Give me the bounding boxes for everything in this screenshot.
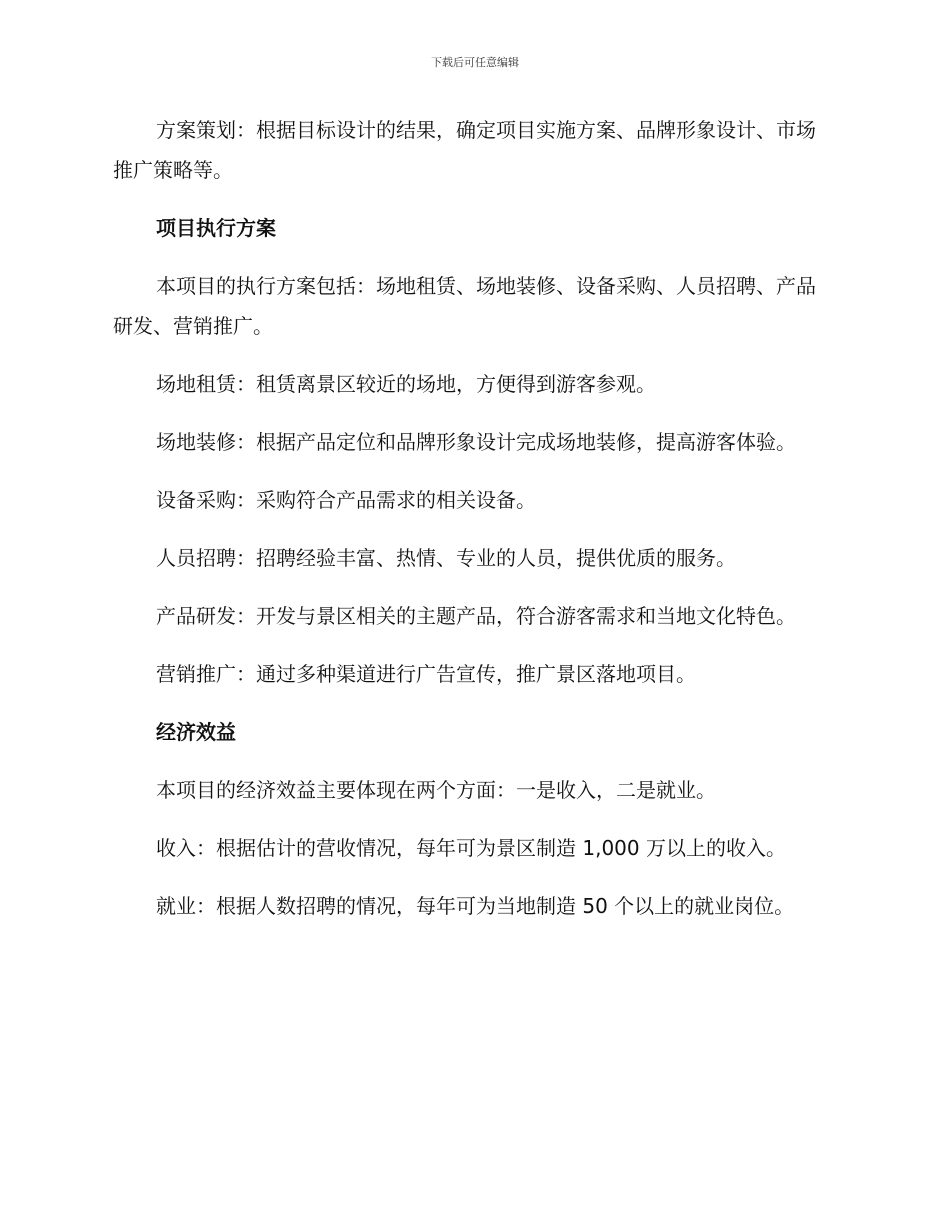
paragraph-product-rd: 产品研发：开发与景区相关的主题产品，符合游客需求和当地文化特色。 <box>156 604 796 628</box>
paragraph-benefit-overview: 本项目的经济效益主要体现在两个方面：一是收入，二是就业。 <box>156 778 716 802</box>
paragraph-marketing: 营销推广：通过多种渠道进行广告宣传，推广景区落地项目。 <box>156 662 696 686</box>
section-heading-economic-benefit: 经济效益 <box>156 720 236 744</box>
paragraph-income: 收入：根据估计的营收情况，每年可为景区制造 1,000 万以上的收入。 <box>156 836 786 860</box>
paragraph-equipment-purchase: 设备采购：采购符合产品需求的相关设备。 <box>156 488 536 512</box>
paragraph-employment: 就业：根据人数招聘的情况，每年可为当地制造 50 个以上的就业岗位。 <box>156 894 795 918</box>
paragraph-plan: 方案策划：根据目标设计的结果，确定项目实施方案、品牌形象设计、市场推广策略等。 <box>113 118 816 182</box>
paragraph-site-rental: 场地租赁：租赁离景区较近的场地，方便得到游客参观。 <box>156 372 656 396</box>
document-body <box>113 110 825 944</box>
page-header: 下载后可任意编辑 <box>431 56 519 69</box>
paragraph-execution-overview: 本项目的执行方案包括：场地租赁、场地装修、设备采购、人员招聘、产品研发、营销推广。 <box>113 274 816 338</box>
section-heading-execution: 项目执行方案 <box>156 216 276 240</box>
paragraph-site-renovation: 场地装修：根据产品定位和品牌形象设计完成场地装修，提高游客体验。 <box>156 430 796 454</box>
paragraph-recruitment: 人员招聘：招聘经验丰富、热情、专业的人员，提供优质的服务。 <box>156 546 736 570</box>
